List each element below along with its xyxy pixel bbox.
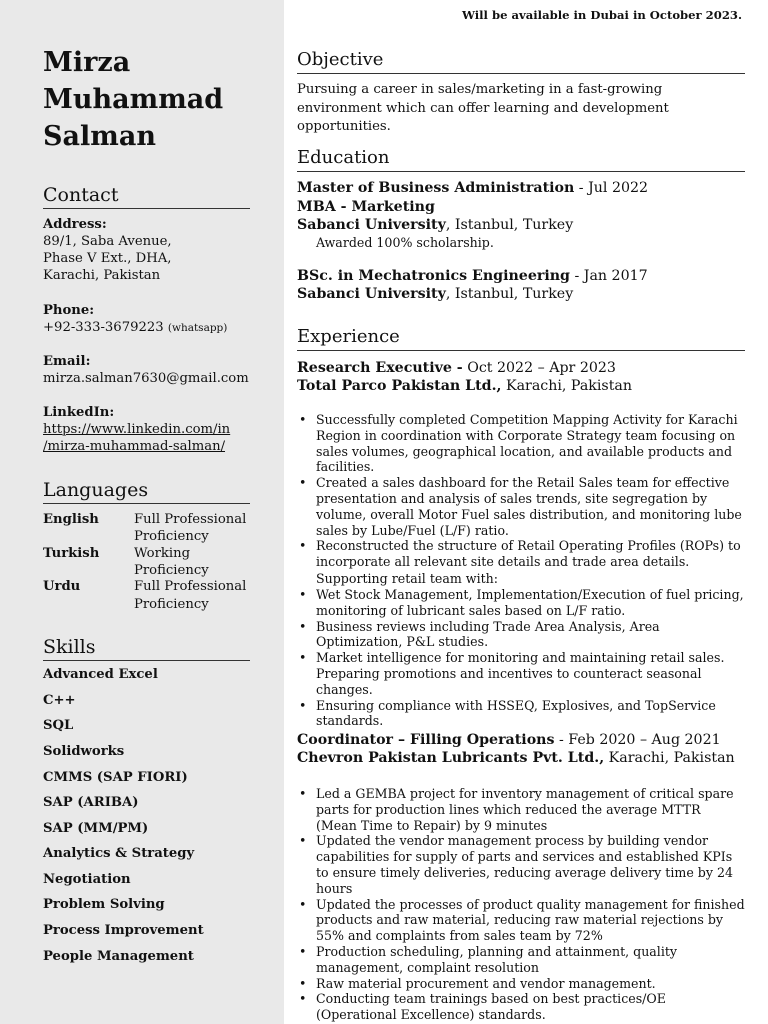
mba-location: , Istanbul, Turkey bbox=[445, 217, 574, 233]
language-name: Urdu bbox=[43, 579, 81, 594]
skill-item: C++ bbox=[43, 693, 76, 708]
address-line-1: 89/1, Saba Avenue, bbox=[43, 234, 172, 249]
skill-item: SAP (ARIBA) bbox=[43, 795, 139, 810]
list-item: • Ensuring compliance with HSSEQ, Explosives, and TopService standards. bbox=[297, 698, 745, 730]
objective-text: Pursuing a career in sales/marketing in a fast-growing environment which can offer learning and development opportunities. bbox=[297, 82, 669, 134]
job1-dates: Oct 2022 – Apr 2023 bbox=[462, 360, 616, 376]
mba-major: MBA - Marketing bbox=[297, 199, 435, 215]
address-label: Address: bbox=[43, 217, 107, 232]
languages-heading: Languages bbox=[43, 478, 250, 504]
language-level-cont: Proficiency bbox=[134, 597, 209, 612]
education-heading: Education bbox=[297, 146, 745, 172]
language-level: Working bbox=[134, 546, 191, 561]
mba-school: Sabanci University bbox=[297, 217, 446, 233]
job2-dates: - Feb 2020 – Aug 2021 bbox=[554, 732, 721, 748]
job1-title: Research Executive - bbox=[297, 360, 463, 376]
phone-value: +92-333-3679223 bbox=[43, 320, 164, 335]
phone-note: (whatsapp) bbox=[167, 322, 228, 334]
list-item: • Raw material procurement and vendor management. bbox=[297, 976, 745, 992]
candidate-name: Mirza Muhammad Salman bbox=[43, 47, 224, 152]
job1-location: Karachi, Pakistan bbox=[501, 378, 633, 394]
address-line-2: Phase V Ext., DHA, bbox=[43, 251, 172, 266]
address-line-3: Karachi, Pakistan bbox=[43, 268, 161, 283]
list-item: • Reconstructed the structure of Retail Operating Profiles (ROPs) to incorporate all relevant site details and trade area details. bbox=[297, 538, 745, 570]
linkedin-link-line-2[interactable]: /mirza-muhammad-salman/ bbox=[43, 439, 226, 454]
language-name: English bbox=[43, 512, 99, 527]
phone-number bbox=[43, 319, 227, 337]
list-item: • Market intelligence for monitoring and maintaining retail sales. Preparing promotions and incentives to counteract seasonal changes. bbox=[297, 650, 745, 697]
skills-heading: Skills bbox=[43, 635, 250, 661]
job2-location: Karachi, Pakistan bbox=[604, 750, 735, 766]
skill-item: CMMS (SAP FIORI) bbox=[43, 770, 188, 785]
skill-item: People Management bbox=[43, 949, 194, 964]
job2-bullet-list bbox=[297, 786, 745, 1023]
list-item: • Updated the vendor management process by building vendor capabilities for supply of parts and services and established KPIs to ensure timely deliveries, reducing average delivery time by 24 hours bbox=[297, 833, 745, 896]
list-item: • Production scheduling, planning and attainment, quality management, complaint resolution bbox=[297, 944, 745, 976]
list-item: • Led a GEMBA project for inventory management of critical spare parts for production lines which reduced the average MTTR (Mean Time to Repair) by 9 minutes bbox=[297, 786, 745, 833]
bsc-date: - Jan 2017 bbox=[569, 268, 648, 284]
mba-note: Awarded 100% scholarship. bbox=[316, 235, 494, 250]
language-level-cont: Proficiency bbox=[134, 529, 209, 544]
mba-date: - Jul 2022 bbox=[574, 180, 649, 196]
job1-support-label: Supporting retail team with: bbox=[316, 571, 499, 586]
job2-title-line bbox=[297, 731, 721, 750]
email-label: Email: bbox=[43, 354, 91, 369]
language-level-cont: Proficiency bbox=[134, 563, 209, 578]
list-item: • Business reviews including Trade Area Analysis, Area Optimization, P&L studies. bbox=[297, 619, 745, 651]
skill-item: SAP (MM/PM) bbox=[43, 821, 149, 836]
list-item: • Conducting team trainings based on best practices/OE (Operational Excellence) standards. bbox=[297, 991, 745, 1023]
job1-company: Total Parco Pakistan Ltd., bbox=[297, 378, 502, 394]
contact-heading: Contact bbox=[43, 183, 250, 209]
list-item: • Wet Stock Management, Implementation/Execution of fuel pricing, monitoring of lubricant sales based on L/F ratio. bbox=[297, 587, 745, 619]
objective-heading: Objective bbox=[297, 48, 745, 74]
skill-item: Advanced Excel bbox=[43, 667, 158, 682]
mba-degree: Master of Business Administration bbox=[297, 180, 575, 196]
bsc-location: , Istanbul, Turkey bbox=[445, 286, 574, 302]
phone-label: Phone: bbox=[43, 303, 95, 318]
skill-item: Solidworks bbox=[43, 744, 125, 759]
language-level: Full Professional bbox=[134, 579, 247, 594]
job1-title-line bbox=[297, 359, 616, 378]
experience-heading: Experience bbox=[297, 325, 745, 351]
job2-company: Chevron Pakistan Lubricants Pvt. Ltd., bbox=[297, 750, 605, 766]
list-item: • Created a sales dashboard for the Retail Sales team for effective presentation and analysis of sales trends, site segregation by volume, overall Motor Fuel sales distribution, and monitoring lube sales by Lube/Fuel (L/F) ratio. bbox=[297, 475, 745, 538]
email-address[interactable]: mirza.salman7630@gmail.com bbox=[43, 371, 249, 386]
language-level: Full Professional bbox=[134, 512, 247, 527]
linkedin-label: LinkedIn: bbox=[43, 405, 115, 420]
list-item: • Successfully completed Competition Mapping Activity for Karachi Region in coordination with Corporate Strategy team focusing on sales volumes, geographical location, and available products and facilities. bbox=[297, 412, 745, 475]
mba-line bbox=[297, 179, 648, 198]
skill-item: SQL bbox=[43, 718, 74, 733]
job1-bullet-list-2 bbox=[297, 587, 745, 729]
bsc-line bbox=[297, 267, 648, 286]
skill-item: Problem Solving bbox=[43, 897, 165, 912]
bsc-degree: BSc. in Mechatronics Engineering bbox=[297, 268, 570, 284]
mba-school-line bbox=[297, 216, 573, 235]
availability-note: Will be available in Dubai in October 2023. bbox=[461, 8, 742, 22]
skill-item: Negotiation bbox=[43, 872, 131, 887]
skill-item: Analytics & Strategy bbox=[43, 846, 195, 861]
job2-title: Coordinator – Filling Operations bbox=[297, 732, 555, 748]
bsc-school-line bbox=[297, 285, 573, 304]
job1-company-line bbox=[297, 377, 632, 396]
language-name: Turkish bbox=[43, 546, 100, 561]
job1-bullet-list bbox=[297, 412, 745, 570]
bsc-school: Sabanci University bbox=[297, 286, 446, 302]
skill-item: Process Improvement bbox=[43, 923, 204, 938]
list-item: • Updated the processes of product quality management for finished products and raw material, reducing raw material rejections by 55% and complaints from sales team by 72% bbox=[297, 897, 745, 944]
linkedin-link-line-1[interactable]: https://www.linkedin.com/in bbox=[43, 422, 231, 437]
job2-company-line bbox=[297, 749, 735, 768]
